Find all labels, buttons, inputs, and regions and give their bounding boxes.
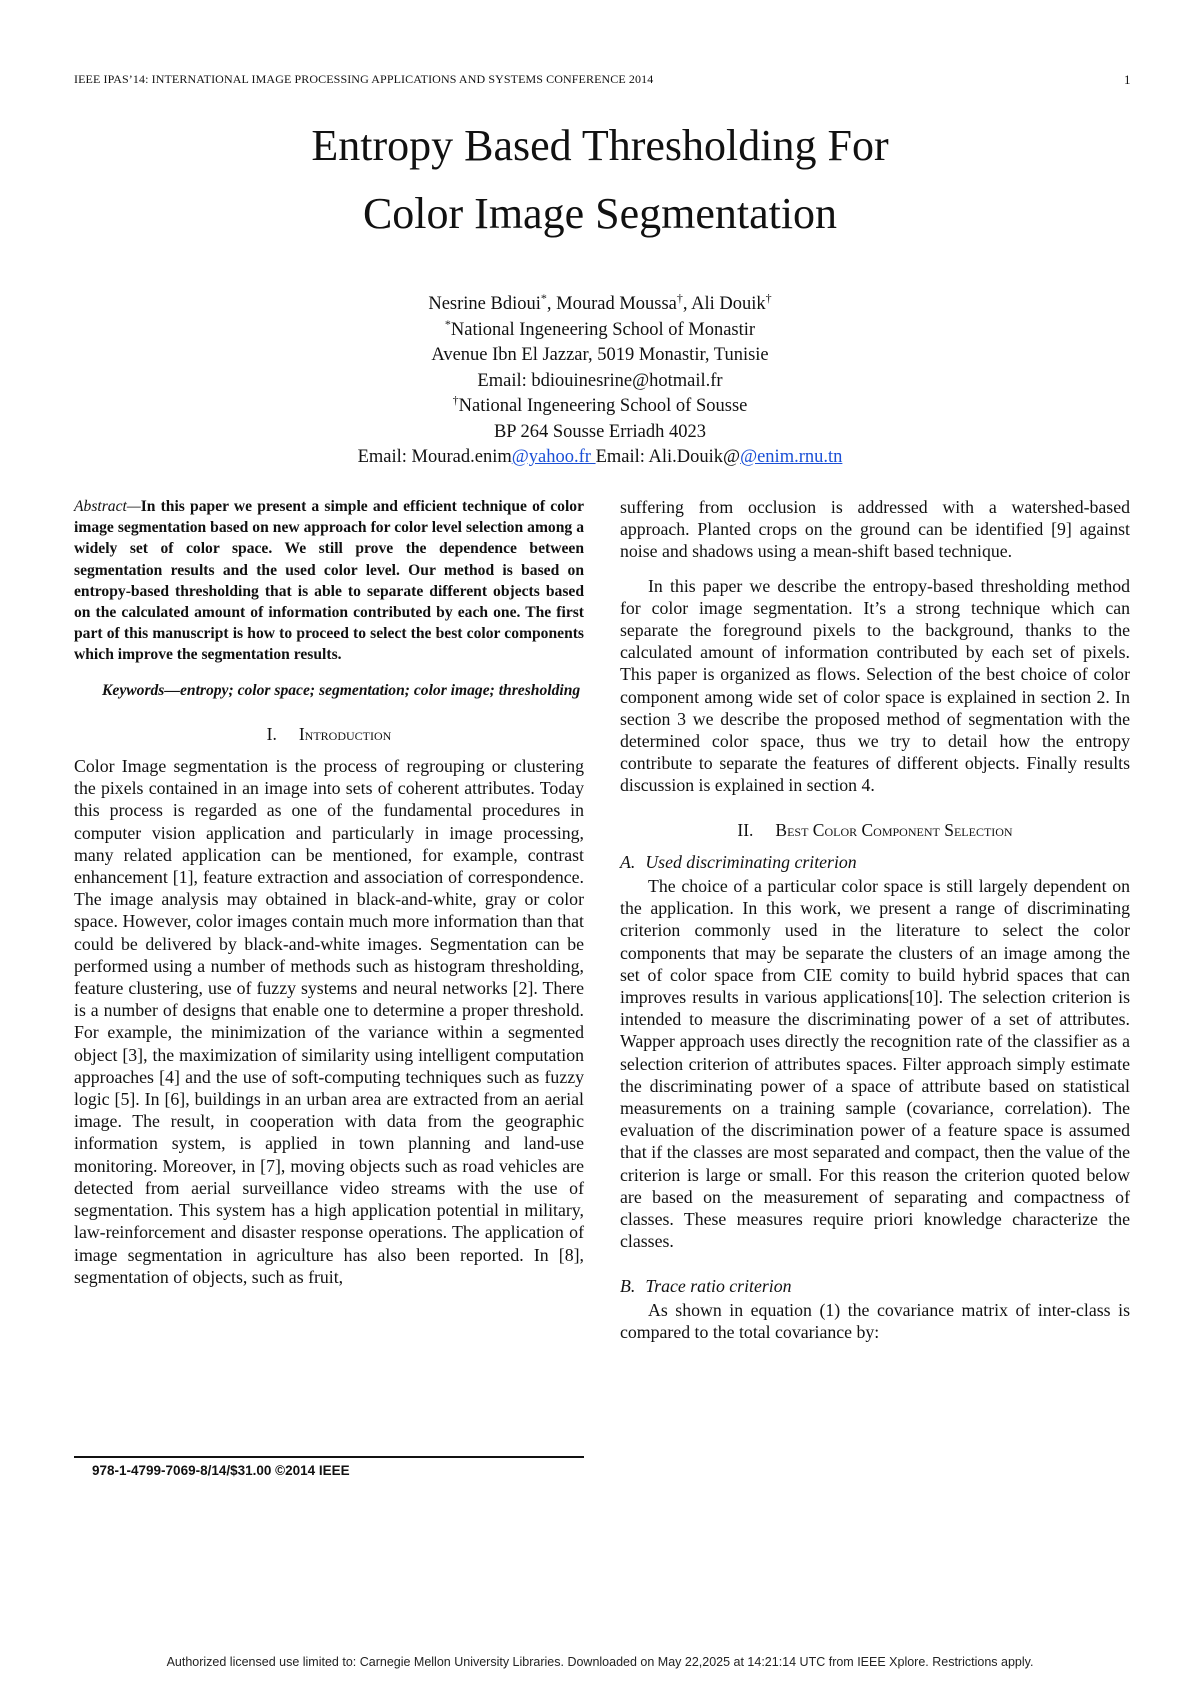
section-1-title: Introduction	[298, 723, 392, 744]
author-1: Nesrine Bdioui	[428, 294, 541, 314]
section-2-number: II.	[737, 819, 754, 840]
author-2-mark: †	[676, 290, 683, 305]
footnote-divider	[74, 1456, 584, 1458]
page-number: 1	[1124, 72, 1131, 87]
email-mid: Email: Ali.Douik@	[595, 447, 741, 467]
email-link-enim[interactable]: @enim.rnu.tn	[740, 447, 843, 467]
title-line-1: Entropy Based Thresholding For	[311, 121, 889, 170]
affiliation-2	[0, 394, 1200, 420]
subsection-a-body: The choice of a particular color space is still largely dependent on the application. In this work, we present a range of discriminating criterion commonly used in the literature to select the color components that may be separate the clusters of an image among the set of color space from CIE comity to build hybrid spaces that can improves results in various applications[10]. The selection criterion is intended to measure the discriminating power of a set of attributes. Wapper approach uses directly the recognition rate of the classifier as a selection criterion of attributes spaces. Filter approach simply estimate the discriminating power of a space of attribute based on statistical measurements on a training sample (covariance, correlation). The evaluation of the discrimination power of a feature space is assumed that if the classes are most separated and compact, then the value of the criterion is large or small. For this reason the criterion quoted below are based on the measurement of separating and compactness of classes. These measures require priori knowledge characterize the classes.	[620, 876, 1130, 1252]
email-line	[0, 445, 1200, 471]
right-column	[620, 496, 1130, 1343]
author-2: , Mourad Moussa	[546, 294, 677, 314]
section-2-heading	[620, 819, 1130, 841]
copyright-notice: 978-1-4799-7069-8/14/$31.00 ©2014 IEEE	[92, 1463, 350, 1478]
affiliation-1-mark: *	[444, 316, 451, 331]
email-prefix: Email: Mourad.enim	[357, 447, 512, 467]
affiliation-1-name: National Ingeneering School of Monastir	[450, 319, 756, 340]
introduction-continuation: suffering from occlusion is addressed with a watershed-based approach. Planted crops on the ground can be identified [9] against noise and shadows using a mean-shift based technique.	[620, 497, 1130, 562]
section-1-heading	[74, 723, 584, 745]
abstract	[74, 496, 584, 666]
abstract-lead: Abstract—	[74, 498, 141, 515]
affiliation-1	[0, 318, 1200, 344]
affiliation-1-email: Email: bdiouinesrine@hotmail.fr	[477, 370, 723, 391]
subsection-a-letter: A.	[620, 851, 636, 872]
subsection-b-body: As shown in equation (1) the covariance matrix of inter-class is compared to the total covariance by:	[620, 1299, 1130, 1342]
keywords: Keywords—entropy; color space; segmentation; color image; thresholding	[102, 681, 581, 699]
subsection-b-letter: B.	[620, 1275, 636, 1296]
paper-title	[0, 112, 1200, 248]
download-notice: Authorized licensed use limited to: Carnegie Mellon University Libraries. Downloaded on May 22,2025 at 14:21:14 UTC from IEEE Xplore. Restrictions apply.	[166, 1655, 1034, 1669]
author-3-mark: †	[765, 290, 772, 305]
running-head: IEEE IPAS’14: INTERNATIONAL IMAGE PROCESSING APPLICATIONS AND SYSTEMS CONFERENCE 2014	[74, 72, 654, 86]
subsection-a-title: Used discriminating criterion	[645, 851, 857, 872]
section-2-title: Best Color Component Selection	[775, 819, 1013, 840]
title-line-2: Color Image Segmentation	[362, 189, 838, 238]
abstract-text: In this paper we present a simple and efficient technique of color image segmentation based on new approach for color level selection among a widely set of color space. We still prove the dependence between segmentation results and the used color level. Our method is based on entropy-based thresholding that is able to separate different objects based on the calculated amount of information contributed by each one. The first part of this manuscript is how to proceed to select the best color components which improve the segmentation results.	[74, 498, 584, 664]
author-3: , Ali Douik	[682, 294, 766, 314]
email-link-yahoo[interactable]: @yahoo.fr	[511, 447, 596, 467]
author-names	[0, 292, 1200, 318]
introduction-body: Color Image segmentation is the process of regrouping or clustering the pixels contained in an image into sets of coherent attributes. Today this process is regarded as one of the fundamental procedures in computer vision application and particularly in image processing, many related application can be mentioned, for example, contrast enhancement [1], feature extraction and association of correspondence. The image analysis may obtained in black-and-white, gray or color space. However, color images contain much more information than that could be delivered by black-and-white images. Segmentation can be performed using a number of methods such as histogram thresholding, feature clustering, use of fuzzy systems and neural networks [2]. There is a number of designs that enable one to determine a proper threshold. For example, the minimization of the variance within a segmented object [3], the maximization of similarity using intelligent computation approaches [4] and the use of soft-computing techniques such as fuzzy logic [5]. In [6], buildings in an urban area are extracted from an aerial image. The result, in cooperation with data from the geographic information system, is applied in town planning and land-use monitoring. Moreover, in [7], moving objects such as road vehicles are detected from aerial surveillance video streams with the use of segmentation. This system has a high application potential in military, law-reinforcement and disaster response operations. The application of image segmentation in agriculture has also been reported. In [8], segmentation of objects, such as fruit,	[74, 756, 584, 1287]
affiliation-2-name: National Ingeneering School of Sousse	[458, 396, 748, 416]
subsection-b-heading	[620, 1275, 1130, 1297]
introduction-paragraph-2: In this paper we describe the entropy-based thresholding method for color image segmentation. It’s a strong technique which can separate the foreground pixels to the background, thanks to the calculated amount of information contributed by each set of pixels. This paper is organized as flows. Selection of the best choice of color component among wide set of color space is explained in section 2. In section 3 we describe the proposed method of segmentation with the determined color space, thus we try to detail how the entropy contribute to separate the features of different objects. Finally results discussion is explained in section 4.	[620, 575, 1130, 796]
author-block	[0, 292, 1200, 471]
affiliation-2-address: BP 264 Sousse Erriadh 4023	[493, 421, 707, 442]
affiliation-1-address: Avenue Ibn El Jazzar, 5019 Monastir, Tunisie	[431, 345, 769, 365]
author-1-mark: *	[540, 290, 547, 305]
subsection-a-heading	[620, 851, 1130, 873]
section-1-number: I.	[266, 723, 277, 744]
left-column	[74, 496, 584, 1288]
subsection-b-title: Trace ratio criterion	[645, 1275, 792, 1296]
affiliation-2-mark: †	[452, 392, 459, 407]
